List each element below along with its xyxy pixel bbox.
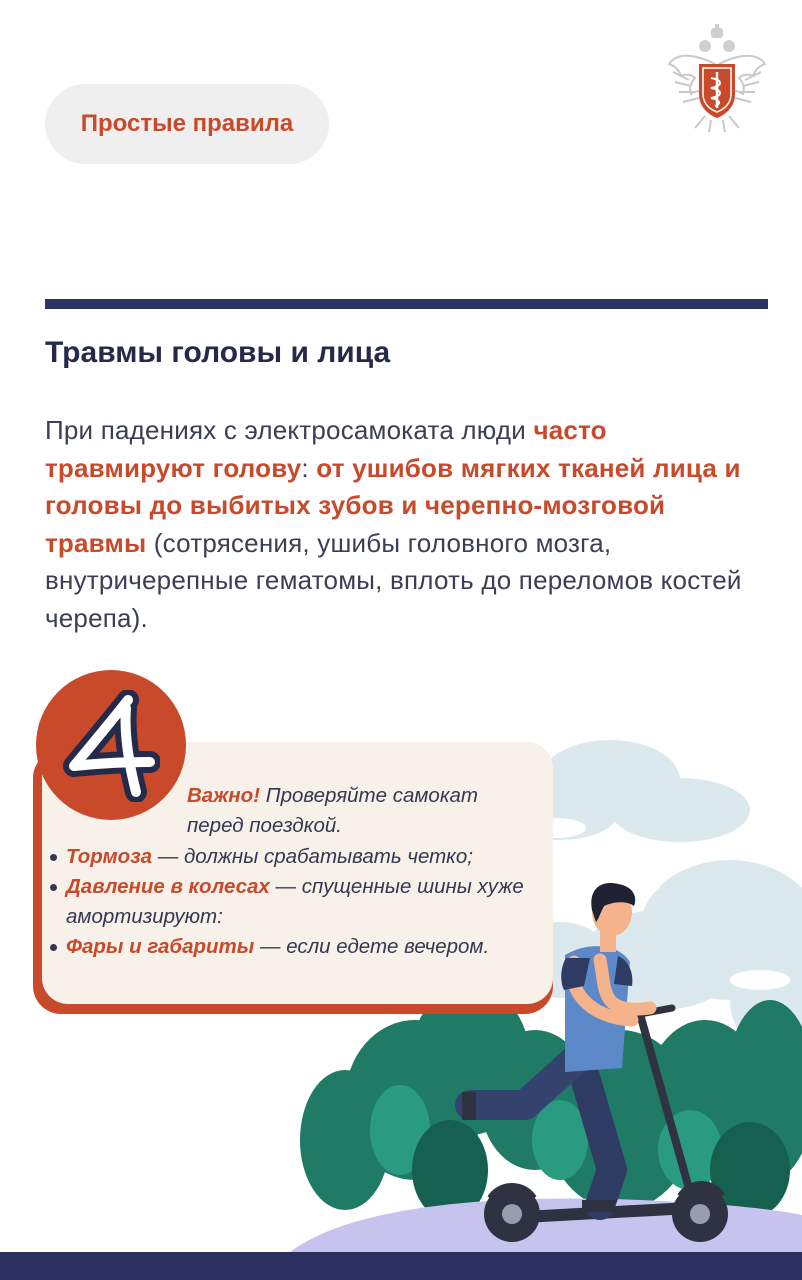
section-paragraph bbox=[45, 412, 745, 637]
tip-list-item bbox=[50, 872, 545, 932]
tip-item-text: — должны срабатывать четко; bbox=[152, 845, 473, 868]
paragraph-text: При падениях с электросамоката люди bbox=[45, 415, 534, 445]
tip-item-term: Фары и габариты bbox=[66, 935, 255, 958]
category-tag bbox=[45, 84, 329, 164]
tip-intro-text: Проверяйте самокат перед поездкой. bbox=[187, 784, 478, 837]
paragraph-highlight: часто травмируют голову bbox=[45, 415, 607, 483]
tip-list-item bbox=[50, 842, 545, 872]
bullet-icon bbox=[50, 854, 57, 861]
paragraph-highlight: от ушибов мягких тканей лица и головы до выбитых зубов и черепно-мозговой травмы bbox=[45, 452, 741, 558]
bullet-icon bbox=[50, 944, 57, 951]
bullet-icon bbox=[50, 884, 57, 891]
section-divider bbox=[45, 299, 768, 309]
tip-item-term: Тормоза bbox=[66, 845, 153, 868]
paragraph-text: (сотрясения, ушибы головного мозга, внутричерепные гематомы, вплоть до переломов костей черепа). bbox=[45, 527, 742, 633]
tip-intro bbox=[187, 781, 537, 841]
tip-intro-bold: Важно! bbox=[187, 784, 261, 807]
tip-item-text: — если едете вечером. bbox=[254, 935, 490, 958]
ministry-emblem-icon bbox=[665, 24, 769, 134]
paragraph-text: : bbox=[301, 452, 317, 483]
tip-item-text: — спущенные шины хуже амортизируют: bbox=[66, 875, 524, 928]
tip-item-term: Давление в колесах bbox=[66, 875, 270, 898]
footer-bar bbox=[0, 1252, 802, 1280]
number-four-glyph bbox=[60, 690, 160, 802]
category-tag-label: Простые правила bbox=[80, 110, 294, 137]
tip-list-item bbox=[50, 932, 545, 962]
tip-list bbox=[50, 842, 545, 962]
section-title: Травмы головы и лица bbox=[45, 336, 391, 369]
